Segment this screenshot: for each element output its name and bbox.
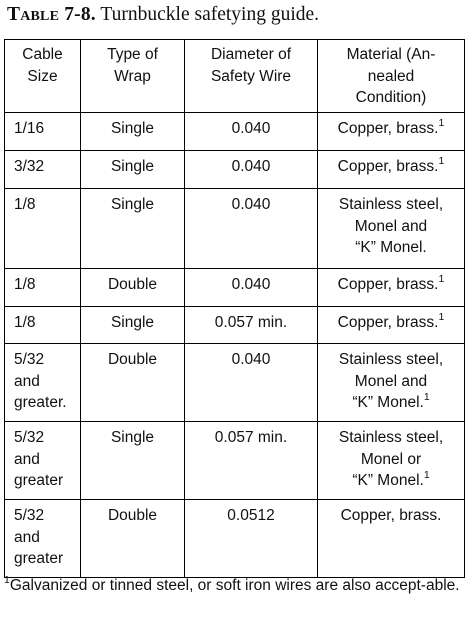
cell-material <box>318 344 465 422</box>
cell-material <box>318 269 465 307</box>
material-text: Copper, brass. <box>337 120 439 137</box>
material-text: Copper, brass. <box>340 507 442 524</box>
cell-type-of-wrap <box>81 113 185 151</box>
material-text: Stainless steel, <box>338 196 444 213</box>
table-row <box>5 344 465 422</box>
cable-size-text: 5/32 <box>14 429 45 446</box>
material-text: Monel or <box>360 450 422 468</box>
footnote <box>4 575 470 596</box>
header-line: Wrap <box>114 67 151 85</box>
material-text: “K” Monel. <box>355 239 427 256</box>
material-line <box>318 274 464 296</box>
header-line: Type of <box>107 46 158 63</box>
header-line: Safety Wire <box>210 67 292 85</box>
cell-cable-size <box>5 422 81 500</box>
diameter-text: 0.040 <box>231 276 271 293</box>
wrap-text: Double <box>107 351 158 368</box>
header-row <box>5 40 465 113</box>
cell-material <box>318 113 465 151</box>
table-row <box>5 113 465 151</box>
cable-size-text: greater <box>14 472 64 489</box>
cell-type-of-wrap <box>81 269 185 307</box>
cable-size-text: 1/8 <box>14 276 36 293</box>
footnote-reference: 1 <box>438 310 445 323</box>
cable-size-text: greater. <box>14 394 67 411</box>
cell-cable-size <box>5 500 81 578</box>
table-row <box>5 422 465 500</box>
cell-cable-size <box>5 151 81 189</box>
cell-material <box>318 422 465 500</box>
cell-cable-size <box>5 307 81 344</box>
table-title: Turnbuckle safetying guide. <box>100 4 320 25</box>
wrap-text: Double <box>107 507 158 524</box>
table-number: Table 7-8. <box>7 4 96 25</box>
material-text: Stainless steel, <box>338 429 444 446</box>
material-line <box>318 470 464 492</box>
cell-diameter <box>185 113 318 151</box>
diameter-text: 0.040 <box>231 351 271 368</box>
footnote-reference: 1 <box>438 116 445 129</box>
cable-size-text: 3/32 <box>14 158 45 175</box>
cell-material <box>318 500 465 578</box>
cell-type-of-wrap <box>81 344 185 422</box>
cell-material <box>318 307 465 344</box>
header-line: Diameter of <box>210 46 292 63</box>
material-line <box>318 156 464 178</box>
cell-diameter <box>185 189 318 269</box>
cable-size-text: 1/8 <box>14 314 36 331</box>
footnote-text: Galvanized or tinned steel, or soft iron wires are also accept-able. <box>9 577 460 594</box>
cell-diameter <box>185 422 318 500</box>
header-type-of-wrap <box>81 40 185 113</box>
wrap-text: Single <box>110 314 155 331</box>
footnote-reference: 1 <box>438 272 445 285</box>
cell-type-of-wrap <box>81 307 185 344</box>
cable-size-text: 5/32 <box>14 351 45 368</box>
header-line: Condition) <box>355 89 427 106</box>
header-cable-size <box>5 40 81 113</box>
diameter-text: 0.057 min. <box>214 429 288 446</box>
cable-size-text: and <box>14 372 40 390</box>
cell-material <box>318 189 465 269</box>
cell-diameter <box>185 344 318 422</box>
table-row <box>5 151 465 189</box>
header-line: Size <box>27 67 58 85</box>
material-text: Stainless steel, <box>338 351 444 368</box>
table-caption <box>7 2 319 28</box>
wrap-text: Single <box>110 158 155 175</box>
footnote-reference: 1 <box>423 468 430 481</box>
header-material <box>318 40 465 113</box>
material-text: Monel and <box>354 217 428 235</box>
wrap-text: Single <box>110 429 155 446</box>
diameter-text: 0.040 <box>231 196 271 213</box>
header-diameter <box>185 40 318 113</box>
cable-size-text: 5/32 <box>14 507 45 524</box>
footnote-reference: 1 <box>438 154 445 167</box>
header-line: Cable <box>22 46 63 63</box>
wrap-text: Double <box>107 276 158 293</box>
cable-size-text: 1/8 <box>14 196 36 213</box>
footnote-mark: 1 <box>4 573 10 586</box>
header-line: nealed <box>367 67 415 85</box>
material-text: “K” Monel. <box>352 394 424 411</box>
turnbuckle-table <box>4 39 465 578</box>
diameter-text: 0.057 min. <box>214 314 288 331</box>
cell-diameter <box>185 269 318 307</box>
material-line <box>318 392 464 414</box>
material-text: Copper, brass. <box>337 158 439 175</box>
wrap-text: Single <box>110 120 155 137</box>
material-text: “K” Monel. <box>352 472 424 489</box>
cell-cable-size <box>5 269 81 307</box>
table-row <box>5 307 465 344</box>
diameter-text: 0.040 <box>231 158 271 175</box>
cell-diameter <box>185 500 318 578</box>
cable-size-text: and <box>14 528 40 546</box>
cable-size-text: 1/16 <box>14 120 45 137</box>
material-text: Monel and <box>354 372 428 390</box>
material-text: Copper, brass. <box>337 276 439 293</box>
material-line <box>318 118 464 140</box>
cable-size-text: greater <box>14 550 64 567</box>
table-row <box>5 500 465 578</box>
cell-cable-size <box>5 344 81 422</box>
cell-diameter <box>185 307 318 344</box>
cell-type-of-wrap <box>81 422 185 500</box>
cable-size-text: and <box>14 450 40 468</box>
header-line: Material (An- <box>346 46 436 63</box>
cell-type-of-wrap <box>81 151 185 189</box>
cell-type-of-wrap <box>81 500 185 578</box>
table-row <box>5 189 465 269</box>
cell-type-of-wrap <box>81 189 185 269</box>
footnote-reference: 1 <box>423 390 430 403</box>
wrap-text: Single <box>110 196 155 213</box>
table-row <box>5 269 465 307</box>
cell-material <box>318 151 465 189</box>
cell-cable-size <box>5 189 81 269</box>
diameter-text: 0.040 <box>231 120 271 137</box>
diameter-text: 0.0512 <box>227 507 275 524</box>
material-line <box>318 312 464 334</box>
cell-cable-size <box>5 113 81 151</box>
cell-diameter <box>185 151 318 189</box>
material-text: Copper, brass. <box>337 314 439 331</box>
